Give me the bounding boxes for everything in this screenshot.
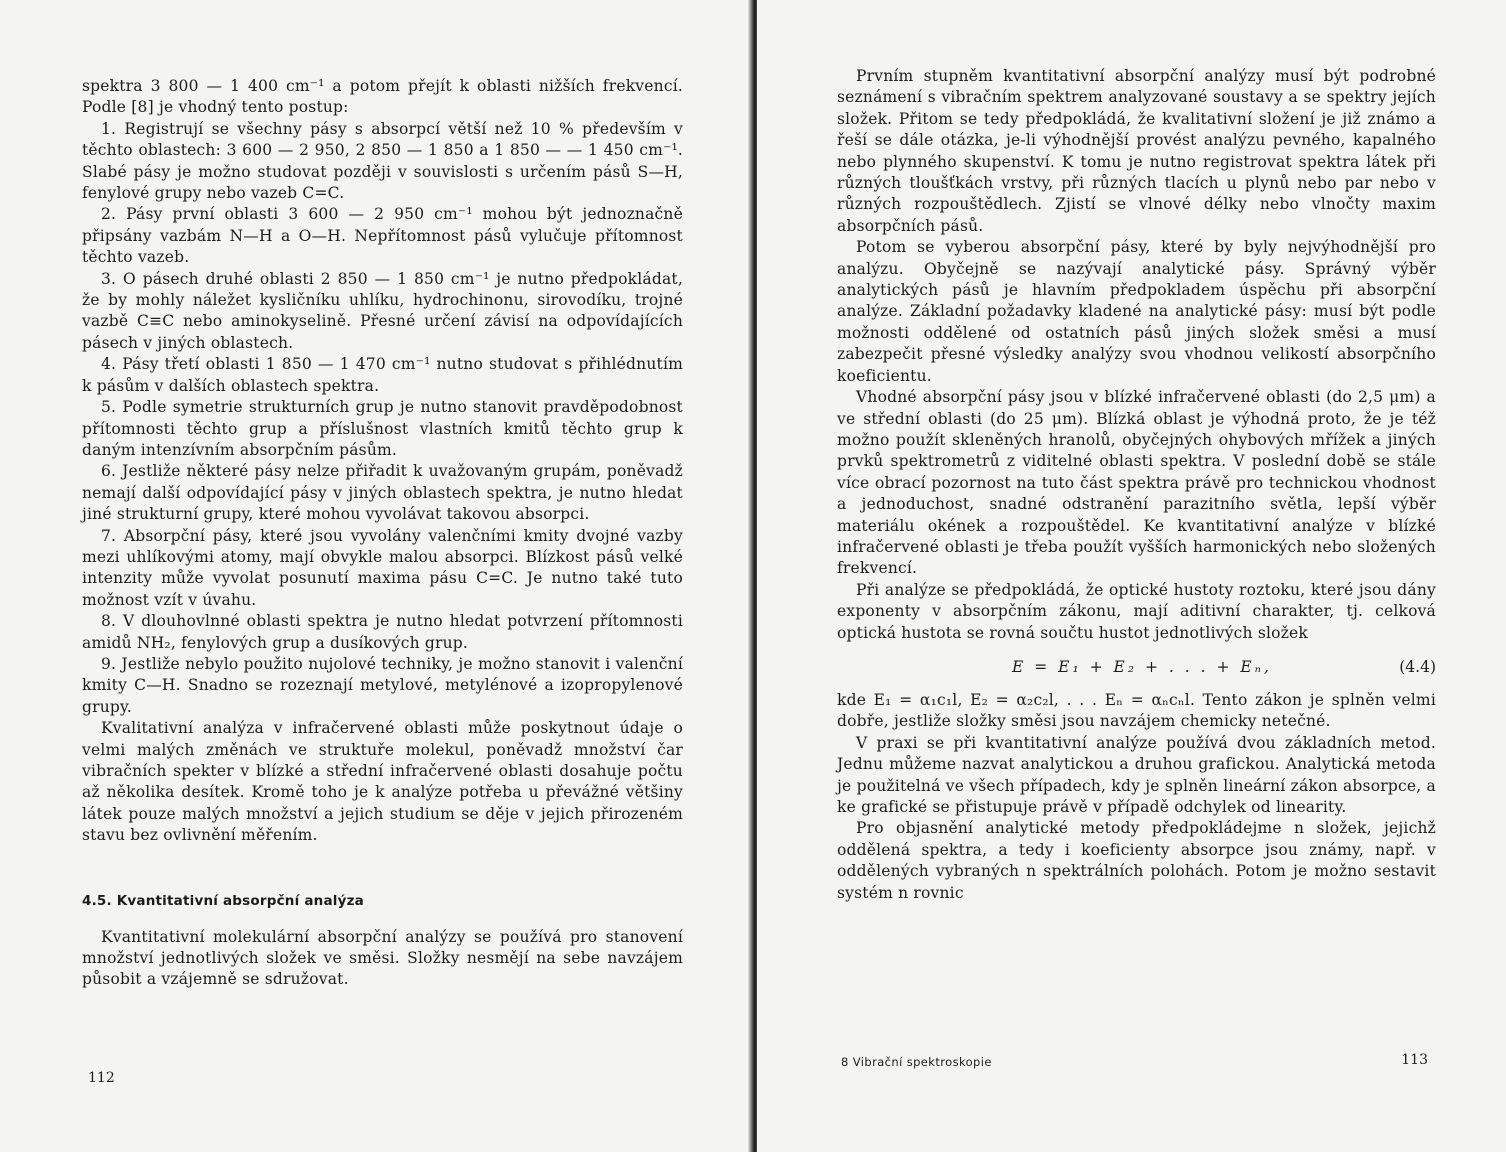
equation-number: (4.4) bbox=[1399, 657, 1436, 676]
section-heading: 4.5. Kvantitativní absorpční analýza bbox=[82, 892, 364, 909]
equation-4-4 bbox=[837, 658, 1436, 676]
list-item-5: 5. Podle symetrie strukturních grup je nutno stanovit pravděpodobnost přítomnosti těchto grup a příslušnost vlastních kmitů těchto grup k daným intenzívním absorpčním pásům. bbox=[82, 398, 683, 459]
list-item-3: 3. O pásech druhé oblasti 2 850 — 1 850 cm⁻¹ je nutno předpokládat, že by mohly náležet kysličníku uhlíku, hydrochinonu, sirovodíku, trojné vazbě C≡C nebo aminokyselině. Přesné určení závisí na odpovídajících pásech v jiných oblastech. bbox=[82, 269, 683, 352]
paragraph: kde E₁ = α₁c₁l, E₂ = α₂c₂l, . . . Eₙ = αₙcₙl. Tento zákon je splněn velmi dobře, jestliže složky směsi jsou navzájem chemicky netečné. bbox=[837, 690, 1436, 731]
paragraph: Pro objasnění analytické metody předpokládejme n složek, jejichž oddělená spektra, a tedy i koeficienty absorpce jsou známy, např. v oddělených vybraných n spektrálních polohách. Potom je možno sestavit systém n rovnic bbox=[837, 819, 1436, 902]
paragraph: V praxi se při kvantitativní analýze používá dvou základních metod. Jednu můžeme nazvat analytickou a druhou grafickou. Analytická metoda je použitelná ve všech případech, kdy je splněn lineární zákon absorpce, a ke grafické se přistupuje právě v případě odchylek od linearity. bbox=[837, 733, 1436, 816]
section-paragraph: Kvantitativní molekulární absorpční analýzy se používá pro stanovení množství jednotlivých složek ve směsi. Složky nesmějí na sebe navzájem působit a vzájemně se sdružovat. bbox=[82, 927, 683, 989]
list-item-9: 9. Jestliže nebylo použito nujolové techniky, je možno stanovit i valenční kmity C—H. Snadno se rozeznají metylové, metylénové a izopropylenové grupy. bbox=[82, 654, 683, 716]
page-number-right: 113 bbox=[1401, 1052, 1428, 1068]
paragraph: Potom se vyberou absorpční pásy, které by byly nejvýhodnější pro analýzu. Obyčejně se nazývají analytické pásy. Správný výběr analytických pásů je hlavním předpokladem úspěchu při absorpční analýze. Základní požadavky kladené na analytické pásy: musí být podle možnosti oddělené od ostatních pásů jiných složek směsi a musí zabezpečit přesné výsledky analýzy svou vhodnou velikostí absorpčního koeficientu. bbox=[837, 238, 1436, 385]
paragraph: Kvalitativní analýza v infračervené oblasti může poskytnout údaje o velmi malých změnách ve struktuře molekul, poněvadž množství čar vibračních spekter v blízké a střední infračervené oblasti dosahuje počtu až několika desítek. Kromě toho je k analýze potřeba u převážné většiny látek pouze malých množství a jejich studium se děje v jejich přirozeném stavu bez ovlivnění měřením. bbox=[82, 719, 683, 845]
right-page-text bbox=[837, 66, 1436, 904]
paragraph: Prvním stupněm kvantitativní absorpční analýzy musí být podrobné seznámení s vibračním spektrem analyzované soustavy a se spektry jejích složek. Přitom se tedy předpokládá, že kvalitativní složení je již známo a řeší se dále otázka, je-li výhodnější provést analýzu pevného, kapalného nebo plynného skupenství. K tomu je nutno registrovat spektra látek při různých tloušťkách vrstvy, při různých tlacích u plynů nebo par nebo v různých rozpouštědlech. Zjistí se vlnové délky nebo vlnočty maxim absorpčních pásů. bbox=[837, 67, 1436, 235]
paragraph: spektra 3 800 — 1 400 cm⁻¹ a potom přejít k oblasti nižších frekvencí. Podle [8] je vhodný tento postup: bbox=[82, 77, 683, 117]
list-item-6: 6. Jestliže některé pásy nelze přiřadit k uvažovaným grupám, poněvadž nemají další odpovídající pásy v jiných oblastech spektra, je nutno hledat jiné strukturní grupy, které mohou vyvolávat takovou absorpci. bbox=[82, 462, 683, 524]
list-item-4: 4. Pásy třetí oblasti 1 850 — 1 470 cm⁻¹ nutno studovat s přihlédnutím k pásům v dalších oblastech spektra. bbox=[82, 355, 683, 395]
right-page bbox=[757, 0, 1506, 1152]
paragraph: Vhodné absorpční pásy jsou v blízké infračervené oblasti (do 2,5 μm) a ve střední oblasti (do 25 μm). Blízká oblast je výhodná proto, že je též možno použít skleněných hranolů, obyčejných ohybových mřížek a jiných prvků spektrometrů z viditelné oblasti spektra. V poslední době se stále více obrací pozornost na tuto část spektra právě pro technickou vhodnost a jednoduchost, snadné odstranění parazitního světla, lepší výběr materiálu okének a rozpouštědel. Ke kvantitativní analýze v blízké infračervené oblasti je třeba použít vyšších harmonických nebo složených frekvencí. bbox=[837, 388, 1436, 578]
list-item-8: 8. V dlouhovlnné oblasti spektra je nutno hledat potvrzení přítomnosti amidů NH₂, fenylových grup a dusíkových grup. bbox=[82, 612, 683, 652]
list-item-1: 1. Registrují se všechny pásy s absorpcí větší než 10 % především v těchto oblastech: 3 600 — 2 950, 2 850 — 1 850 a 1 850 — — 1 450 cm⁻¹. Slabé pásy je možno studovat později v souvislosti s určením pásů S—H, fenylové grupy nebo vazeb C=C. bbox=[82, 119, 683, 203]
left-page-text bbox=[82, 76, 683, 991]
equation-body: E = E₁ + E₂ + . . . + Eₙ, bbox=[1012, 657, 1272, 676]
running-footer: 8 Vibrační spektroskopie bbox=[841, 1055, 992, 1069]
list-item-2: 2. Pásy první oblasti 3 600 — 2 950 cm⁻¹ mohou být jednoznačně připsány vazbám N—H a O—H. Nepřítomnost pásů vylučuje přítomnost těchto vazeb. bbox=[82, 205, 683, 267]
paragraph: Při analýze se předpokládá, že optické hustoty roztoku, které jsou dány exponenty v absorpčním zákonu, mají aditivní charakter, tj. celková optická hustota se rovná součtu hustot jednotlivých složek bbox=[837, 580, 1436, 642]
page-number-left: 112 bbox=[88, 1070, 115, 1086]
list-item-7: 7. Absorpční pásy, které jsou vyvolány valenčními kmity dvojné vazby mezi uhlíkovými atomy, mají obvykle malou absorpci. Blízkost pásů velké intenzity může vyvolat posunutí maxima pásu C=C. Je nutno také tuto možnost vzít v úvahu. bbox=[82, 526, 683, 609]
